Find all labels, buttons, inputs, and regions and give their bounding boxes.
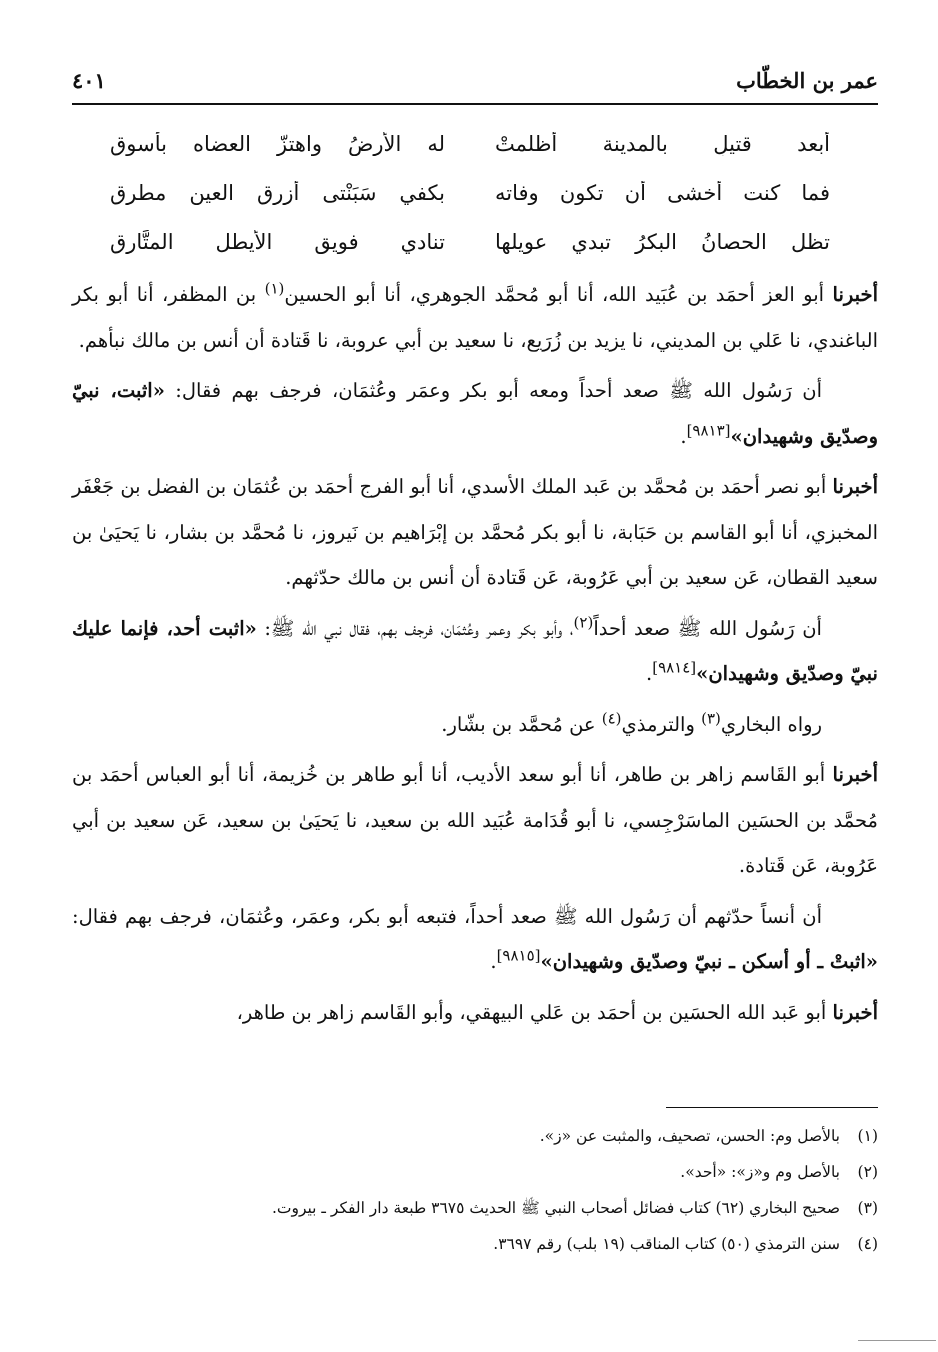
akhbarana-keyword: أخبرنا [832,1000,878,1024]
footnote-ref: (٣) [701,709,721,727]
footnote-ref: (١) [264,279,285,298]
paragraph-text: أن رَسُول الله ﷺ صعد أحداً [593,616,822,640]
footnote-text: بالأصل وم و«ز»: «أحد». [680,1163,840,1181]
footnote-ref: (٢) [573,613,594,631]
paragraph-text: رواه البخاري [720,712,822,736]
footnote-number: (٢) [857,1163,878,1181]
verse-first-hemistich: أبعد قتيلٍ بالمدينة أظلمتْ [495,132,830,156]
paragraph-text: أبو عَبد الله الحسَين بن أحمَد بن عَلي البيهقي، وأبو القَاسم زاهر بن طاهر، [236,1000,833,1024]
verse-first-hemistich: فما كنت أخشى أن تكون وفاته [495,181,830,205]
running-title: عمر بن الخطّاب [736,68,878,93]
hadith-number: [٩٨١٣] [686,421,731,439]
header-rule [72,103,878,105]
paragraph-text: أن أنساً حدّثهم أن رَسُول الله ﷺ صعد أحداً، فتبعه أبو بكر، وعمَر، وعُثمَان، فرجف بهم فقال: [72,904,822,928]
hadith-quote: «اثبت أحد، فإنما عليك نبيّ وصدّيق وشهيدان» [72,616,878,685]
hadith-number: [٩٨١٤] [652,658,697,677]
paragraph-text: أبو العز أحمَد بن عُبَيد الله، أنا أبو مُحمَّد الجوهري، أنا أبو الحسين [284,283,833,306]
scan-edge-mark [858,1340,936,1341]
hadith-paragraph [72,894,878,985]
paragraph-text: أبو نصر أحمَد بن مُحمَّد بن عَبد الملك الأسدي، أنا أبو الفرج أحمَد بن عُثمَان بن الفضل بن جَعْفَر المخبزي، أنا أبو القاسم بن حَبَابة، نا أبو بكر مُحمَّد بن إبْرَاهيم بن نَيروز، نا مُحمَّد بن بشار، نا يَحيَىٰ بن سعيد القطان، عَن سعيد بن أبي عَرُوبة، عَن قَتادة أن أنس بن مالك حدّثهم. [72,475,878,589]
akhbarana-keyword: أخبرنا [832,475,878,498]
takhrij-paragraph [72,702,878,748]
paragraph-text: ، وأبو بكر وعمر وعُثمَان، فرجف بهم، فقال نبي الله ﷺ: [256,616,574,640]
hadith-paragraph [72,606,878,697]
verse-second-hemistich: له الأرضُ واهتزّ العضاه بأسوق [110,132,445,156]
hadith-paragraph [72,368,878,459]
page-header [72,68,878,100]
footnote-rule [666,1107,878,1108]
footnote [150,1118,878,1154]
verse-second-hemistich: تنادي فويق الأيطل المتَّارِق [110,230,445,254]
verse [110,132,830,181]
hadith-quote: «اثبتْ ـ أو أسكن ـ نبيّ وصدّيق وشهيدان» [540,950,878,973]
paragraph-text: أن رَسُول الله ﷺ صعد أحداً ومعه أبو بكر وعمَر وعُثمَان، فرجف بهم فقال: [164,379,822,402]
verse-first-hemistich: تظل الحصانُ البكرُ تبدي عويلها [495,230,830,254]
footnote [150,1190,878,1226]
page-number: ٤٠١ [72,68,106,93]
paragraph-text: . [680,424,687,448]
akhbarana-keyword: أخبرنا [832,283,878,306]
footnote [150,1226,878,1262]
isnad-paragraph [72,990,878,1036]
footnote-number: (٣) [857,1199,878,1217]
hadith-number: [٩٨١٥] [496,946,541,965]
paragraph-text: . [646,662,653,685]
akhbarana-keyword: أخبرنا [832,763,878,786]
poem [110,132,830,279]
footnote-ref: (٤) [601,709,622,727]
verse [110,181,830,230]
hadith-quote: «اثبت، نبيّ وصدّيق وشهيدان» [72,379,878,448]
main-text [72,272,878,1040]
paragraph-text: أبو القَاسم زاهر بن طاهر، أنا أبو سعد الأديب، أنا أبو طاهر بن خُزيمة، أنا أبو العباس أحمَد بن مُحمَّد بن الحسَين الماسَرْجِسي، نا أبو قُدَامة عُبَيد الله بن سعيد، نا يَحيَىٰ بن سعيد، عَن سعيد بن أبي عَرُوبة، عَن قَتادة. [72,763,878,877]
footnote-number: (١) [857,1127,878,1145]
isnad-paragraph [72,272,878,363]
verse-second-hemistich: بكفي سَبَنْتى أزرق العين مطرق [110,181,445,205]
footnote-text: بالأصل وم: الحسن، تصحيف، والمثبت عن «ز». [539,1127,840,1145]
paragraph-text: . [490,950,497,973]
footnote-text: صحيح البخاري (٦٢) كتاب فضائل أصحاب النبي ﷺ الحديث ٣٦٧٥ طبعة دار الفكر ـ بيروت. [271,1199,840,1217]
footnote-text: سنن الترمذي (٥٠) كتاب المناقب (١٩ بلب) رقم ٣٦٩٧. [493,1235,840,1253]
isnad-paragraph [72,464,878,601]
isnad-paragraph [72,752,878,889]
paragraph-text: عن مُحمَّد بن بشّار. [441,712,602,736]
paragraph-text: والترمذي [621,712,702,736]
footnotes [150,1118,878,1262]
footnote-number: (٤) [857,1235,878,1253]
paragraph-text: بن المظفر، أنا أبو بكر الباغندي، نا عَلي بن المديني، نا يزيد بن زُرَيع، نا سعيد بن أبي عروبة، نا قَتادة أن أنس بن مالك نبأهم. [72,283,878,352]
footnote [150,1154,878,1190]
